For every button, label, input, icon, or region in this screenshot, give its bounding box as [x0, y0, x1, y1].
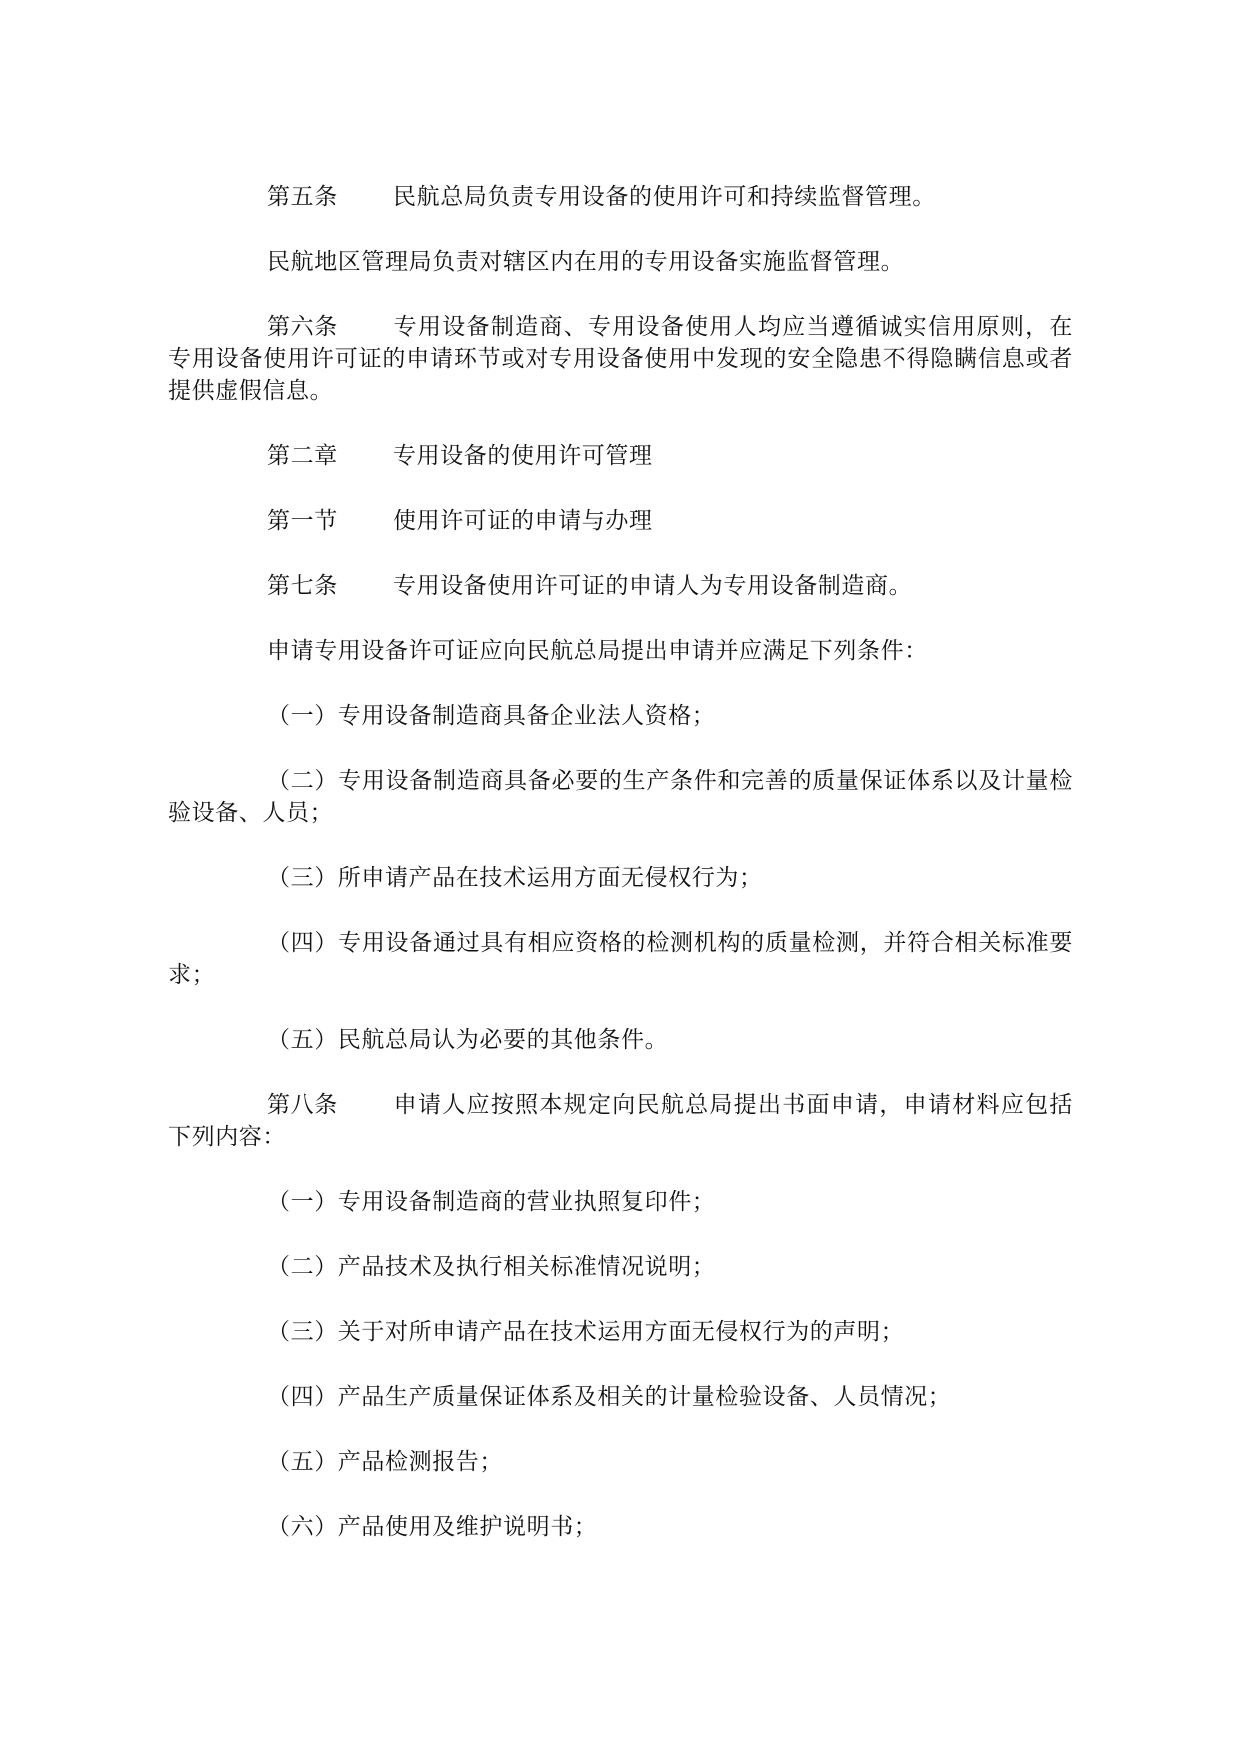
list-item — [168, 700, 1073, 732]
list-item-text: （三）所申请产品在技术运用方面无侵权行为； — [267, 865, 763, 891]
list-item-text: （二）专用设备制造商具备必要的生产条件和完善的质量保证体系以及计量检验设备、人员； — [168, 768, 1073, 826]
list-item — [168, 1251, 1073, 1283]
paragraph-text: 民航地区管理局负责对辖区内在用的专用设备实施监督管理。 — [267, 249, 905, 275]
list-item — [168, 862, 1073, 894]
paragraph — [168, 635, 1073, 667]
article-6 — [168, 311, 1073, 407]
list-item-text: （二）产品技术及执行相关标准情况说明； — [267, 1254, 716, 1280]
section-heading — [168, 505, 1073, 537]
article-text: 申请人应按照本规定向民航总局提出书面申请，申请材料应包括下列内容： — [168, 1092, 1073, 1150]
list-item — [168, 1381, 1073, 1413]
list-item — [168, 1316, 1073, 1348]
article-label: 第七条 — [267, 573, 338, 599]
article-text: 民航总局负责专用设备的使用许可和持续监督管理。 — [393, 184, 936, 210]
chapter-label: 第二章 — [267, 443, 338, 469]
section-label: 第一节 — [267, 508, 338, 534]
list-item-text: （五）民航总局认为必要的其他条件。 — [267, 1027, 669, 1053]
paragraph-text: 申请专用设备许可证应向民航总局提出申请并应满足下列条件： — [267, 638, 928, 664]
list-item-text: （六）产品使用及维护说明书； — [267, 1514, 598, 1540]
list-item-text: （一）专用设备制造商的营业执照复印件； — [267, 1189, 716, 1215]
article-text: 专用设备使用许可证的申请人为专用设备制造商。 — [393, 573, 913, 599]
paragraph — [168, 246, 1073, 278]
article-label: 第八条 — [267, 1092, 338, 1118]
article-label: 第六条 — [267, 314, 338, 340]
list-item — [168, 765, 1073, 829]
article-8 — [168, 1089, 1073, 1153]
article-5 — [168, 181, 1073, 213]
list-item — [168, 927, 1073, 991]
list-item-text: （一）专用设备制造商具备企业法人资格； — [267, 703, 716, 729]
chapter-title: 专用设备的使用许可管理 — [393, 443, 653, 469]
list-item-text: （四）产品生产质量保证体系及相关的计量检验设备、人员情况； — [267, 1384, 952, 1410]
document-body — [168, 181, 1073, 1576]
section-title: 使用许可证的申请与办理 — [393, 508, 653, 534]
article-7 — [168, 570, 1073, 602]
article-text: 专用设备制造商、专用设备使用人均应当遵循诚实信用原则，在专用设备使用许可证的申请环节或对专用设备使用中发现的安全隐患不得隐瞒信息或者提供虚假信息。 — [168, 314, 1073, 404]
chapter-heading — [168, 440, 1073, 472]
list-item — [168, 1186, 1073, 1218]
article-label: 第五条 — [267, 184, 338, 210]
list-item-text: （三）关于对所申请产品在技术运用方面无侵权行为的声明； — [267, 1319, 905, 1345]
list-item — [168, 1446, 1073, 1478]
list-item-text: （五）产品检测报告； — [267, 1449, 503, 1475]
list-item-text: （四）专用设备通过具有相应资格的检测机构的质量检测，并符合相关标准要求； — [168, 930, 1073, 988]
list-item — [168, 1511, 1073, 1543]
list-item — [168, 1024, 1073, 1056]
